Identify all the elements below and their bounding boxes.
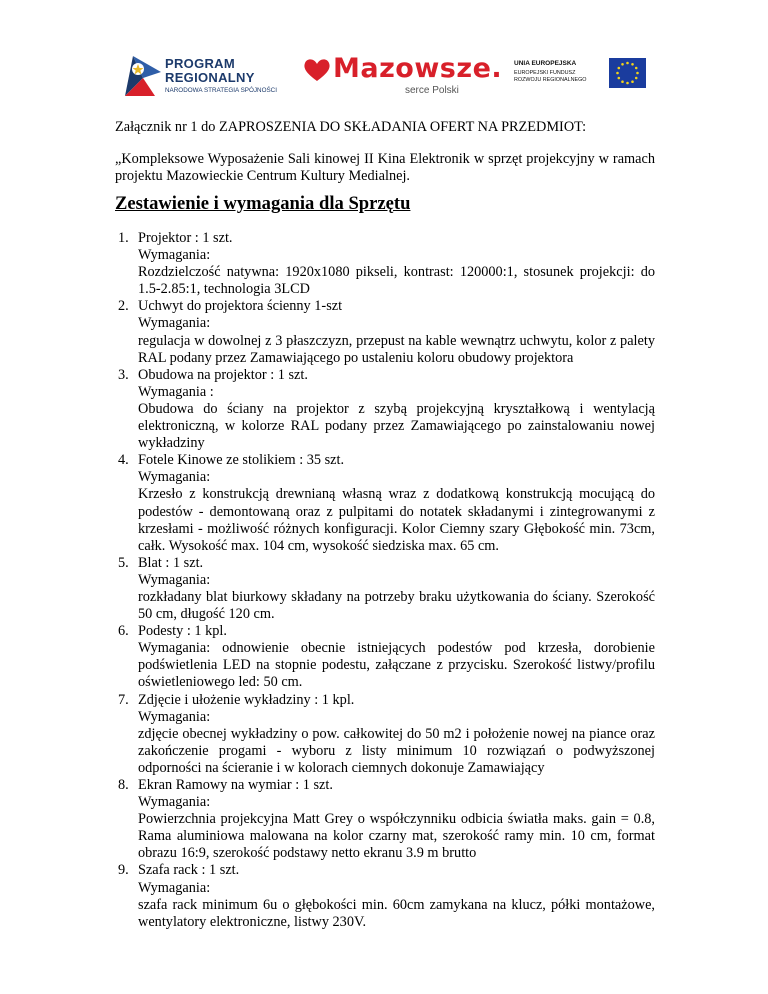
item-number: 1. bbox=[118, 230, 129, 246]
item-title: Zdjęcie i ułożenie wykładziny : 1 kpl. bbox=[138, 691, 355, 708]
item-title: Projektor : 1 szt. bbox=[138, 230, 233, 246]
item-title: Fotele Kinowe ze stolikiem : 35 szt. bbox=[138, 452, 345, 469]
item-requirements-text: Rozdzielczość natywna: 1920x1080 pikseli, kontrast: 120000:1, stosunek projekcji: do 1.5-2.85:1, technologia 3LCD bbox=[138, 264, 655, 298]
item-requirements-label: Wymagania: bbox=[138, 315, 211, 332]
item-title: Blat : 1 szt. bbox=[138, 554, 204, 571]
eu-flag-icon bbox=[609, 58, 646, 88]
list-item bbox=[115, 230, 655, 298]
section-heading: Zestawienie i wymagania dla Sprzętu bbox=[115, 193, 411, 214]
item-requirements-text: zdjęcie obecnej wykładziny o pow. całkowitej do 50 m2 i położenie nowej na piance oraz zakończenie progami - wyboru z listy minimum 10 rozwiązań o podwyższonej odporności na ścieranie i w kolorach ciemnych dokonuje Zamawiający bbox=[138, 725, 655, 776]
item-number: 9. bbox=[118, 862, 129, 879]
item-requirements-label: Wymagania: bbox=[138, 571, 211, 588]
eu-logo-line2: EUROPEJSKI FUNDUSZ bbox=[514, 70, 576, 76]
item-requirements-text: rozkładany blat biurkowy składany na potrzeby braku użytkowania do ściany. Szerokość 50 cm, długość 120 cm. bbox=[138, 588, 655, 623]
item-requirements-text: Wymagania: odnowienie obecnie istniejących podestów pod krzesła, dorobienie podświetlenia LED na stopnie podestu, załączane z przycisku. Szerokość listwy/profilu oświetleniowego led: 50 cm. bbox=[138, 640, 655, 691]
item-requirements-text: szafa rack minimum 6u o głębokości min. 60cm zamykana na klucz, półki montażowe, wentylatory elektroniczne, listwy 230V. bbox=[138, 896, 655, 930]
logo-header bbox=[0, 52, 768, 102]
program-regionalny-logo bbox=[121, 52, 277, 100]
item-title: Obudowa na projektor : 1 szt. bbox=[138, 366, 308, 383]
program-regionalny-emblem-icon bbox=[121, 52, 163, 98]
item-requirements-label: Wymagania: bbox=[138, 794, 211, 811]
item-number: 5. bbox=[118, 554, 129, 571]
list-item bbox=[115, 692, 655, 777]
item-title: Uchwyt do projektora ścienny 1-szt bbox=[138, 298, 343, 315]
item-requirements-text: Powierzchnia projekcyjna Matt Grey o współczynniku odbicia światła maks. gain = 0.8, Rama aluminiowa malowana na kolor czarny mat, szerokość ramy min. 10 cm, format obrazu 16:9, szerokość podstawy netto ekranu 3.9 m brutto bbox=[138, 811, 655, 862]
item-title: Podesty : 1 kpl. bbox=[138, 623, 227, 640]
mazowsze-wordmark: Mazowsze. bbox=[333, 53, 503, 84]
item-requirements-label: Wymagania: bbox=[138, 708, 211, 725]
program-logo-line3: NARODOWA STRATEGIA SPÓJNOŚCI bbox=[165, 87, 277, 94]
item-requirements-text: Obudowa do ściany na projektor z szybą projekcyjną kryształkową i wentylacją elektroniczną, w kolorze RAL podany przez Zamawiającego po zainstalowaniu nowej wykładziny bbox=[138, 400, 655, 452]
list-item bbox=[115, 452, 655, 555]
program-logo-line2: REGIONALNY bbox=[165, 70, 255, 85]
item-requirements-text: Krzesło z konstrukcją drewnianą własną wraz z dodatkową konstrukcją mocującą do podestów - demontowaną oraz z pulpitami do notatek składanymi i zintegrowanymi z krzesłami - możliwość różnych konfiguracji. Kolor Ciemny szary Głębokość min. 73cm, całk. Wysokość max. 104 cm, wysokość siedziska max. 65 cm. bbox=[138, 486, 655, 554]
eu-logo-line3: ROZWOJU REGIONALNEGO bbox=[514, 77, 587, 83]
item-requirements-label: Wymagania: bbox=[138, 879, 211, 896]
list-item bbox=[115, 862, 655, 930]
item-number: 2. bbox=[118, 298, 129, 315]
item-requirements-label: Wymagania : bbox=[138, 383, 214, 400]
item-requirements-text: regulacja w dowolnej z 3 płaszczyzn, przepust na kable wewnątrz uchwytu, kolor z palety RAL podany przez Zamawiającego po ustaleniu koloru obudowy projektora bbox=[138, 332, 655, 366]
item-number: 6. bbox=[118, 623, 129, 640]
item-requirements-label: Wymagania: bbox=[138, 469, 211, 486]
attachment-line: Załącznik nr 1 do ZAPROSZENIA DO SKŁADANIA OFERT NA PRZEDMIOT: bbox=[115, 119, 587, 135]
mazowsze-tagline: serce Polski bbox=[405, 85, 459, 96]
mazowsze-logo bbox=[303, 53, 503, 100]
item-number: 4. bbox=[118, 452, 129, 469]
eu-logo-line1: UNIA EUROPEJSKA bbox=[514, 60, 577, 67]
heart-icon bbox=[303, 58, 331, 82]
item-requirements-label: Wymagania: bbox=[138, 247, 211, 264]
list-item bbox=[115, 367, 655, 452]
item-title: Ekran Ramowy na wymiar : 1 szt. bbox=[138, 777, 333, 793]
item-number: 8. bbox=[118, 777, 129, 793]
requirements-list bbox=[115, 230, 655, 931]
item-title: Szafa rack : 1 szt. bbox=[138, 862, 240, 879]
list-item bbox=[115, 555, 655, 623]
subject-paragraph: „Kompleksowe Wyposażenie Sali kinowej II Kina Elektronik w sprzęt projekcyjny w ramach projektu Mazowieckie Centrum Kultury Medialnej. bbox=[115, 151, 655, 184]
list-item bbox=[115, 623, 655, 691]
eu-logo bbox=[511, 58, 646, 94]
program-logo-line1: PROGRAM bbox=[165, 56, 235, 71]
item-number: 3. bbox=[118, 366, 129, 383]
list-item bbox=[115, 777, 655, 862]
item-number: 7. bbox=[118, 691, 129, 708]
list-item bbox=[115, 298, 655, 366]
